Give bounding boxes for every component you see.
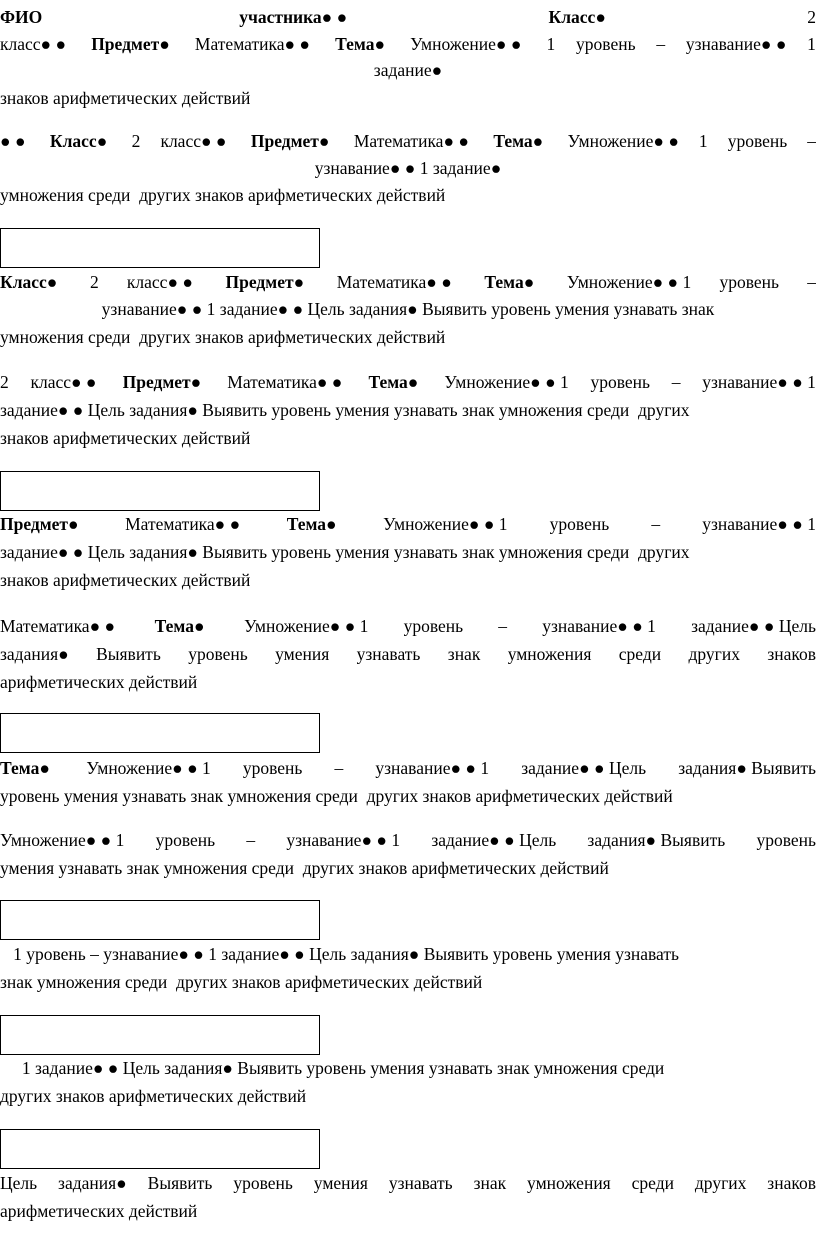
text-segment: арифметических действий xyxy=(0,672,198,692)
text-segment: знак xyxy=(473,1173,507,1193)
field-label: Тема● xyxy=(286,514,337,534)
text-segment: уровень xyxy=(155,830,216,850)
text-segment: арифметических действий xyxy=(0,1201,198,1221)
text-segment: задание● xyxy=(373,60,443,80)
text-segment: уровень xyxy=(188,644,248,664)
text-segment: знаков арифметических действий xyxy=(0,88,251,108)
text-segment: 2 xyxy=(802,7,816,27)
text-segment: умения xyxy=(313,1173,368,1193)
text-segment: Умножение● ● xyxy=(563,131,679,151)
text-segment: уровень xyxy=(549,514,610,534)
text-segment: умножения среди других знаков арифметических действий xyxy=(0,185,446,205)
text-segment: уровень умения узнавать знак умножения среди других знаков арифметических действий xyxy=(0,786,673,806)
text-line xyxy=(0,785,816,807)
text-line xyxy=(0,427,816,449)
text-line xyxy=(0,829,816,851)
text-segment: уровень xyxy=(576,34,636,54)
text-segment: задание● ● Цель xyxy=(691,616,816,636)
field-label: участника● ● xyxy=(239,7,352,27)
text-segment: знаков xyxy=(767,1173,816,1193)
text-line xyxy=(0,943,816,965)
field-label: Класс● xyxy=(548,7,606,27)
text-line xyxy=(0,6,816,28)
text-segment: задание● ● Цель xyxy=(521,758,647,778)
text-segment: 1 уровень – узнавание● ● 1 задание● ● Цель задания● Выявить уровень умения узнавать xyxy=(0,944,679,964)
text-line xyxy=(0,87,816,109)
text-line xyxy=(0,541,816,563)
answer-box[interactable] xyxy=(0,1129,320,1169)
text-line xyxy=(0,513,816,535)
text-segment: умения xyxy=(275,644,330,664)
field-label: Предмет● xyxy=(122,372,202,392)
text-segment: умения узнавать знак умножения среди других знаков арифметических действий xyxy=(0,858,609,878)
field-label: Тема● xyxy=(484,272,535,292)
text-segment: других xyxy=(688,644,740,664)
text-segment: задания● xyxy=(58,1173,127,1193)
text-line xyxy=(0,130,816,152)
text-segment: уровень xyxy=(403,616,464,636)
text-line xyxy=(0,643,816,665)
text-segment: 1 xyxy=(807,34,816,54)
text-segment: задания● Выявить xyxy=(678,758,816,778)
text-line xyxy=(0,157,816,179)
text-segment: Выявить xyxy=(147,1173,213,1193)
text-segment: Выявить xyxy=(96,644,161,664)
text-segment: узнавание● ● 1 xyxy=(702,372,816,392)
field-label: Класс● xyxy=(49,131,108,151)
text-segment: уровень xyxy=(590,372,651,392)
text-segment: задания● xyxy=(0,644,69,664)
text-line xyxy=(0,1085,816,1107)
text-line xyxy=(0,33,816,55)
text-line xyxy=(0,971,816,993)
field-label: Предмет● xyxy=(225,272,305,292)
text-segment: Умножение● ● xyxy=(405,34,526,54)
text-segment: знаков арифметических действий xyxy=(0,428,251,448)
text-segment: узнавание● ● 1 xyxy=(542,616,656,636)
field-label: Предмет● xyxy=(91,34,170,54)
text-line xyxy=(0,615,816,637)
text-line xyxy=(0,326,816,348)
text-segment: среди xyxy=(631,1173,674,1193)
text-segment: узнавание● ● xyxy=(685,34,787,54)
field-label: Тема● xyxy=(493,131,544,151)
text-segment: Умножение● ● 1 xyxy=(440,372,569,392)
text-segment: умножения среди других знаков арифметических действий xyxy=(0,327,446,347)
field-label: Тема● xyxy=(335,34,386,54)
field-label: Предмет● xyxy=(250,131,330,151)
answer-box[interactable] xyxy=(0,471,320,511)
text-segment: знаков xyxy=(767,644,816,664)
text-line xyxy=(0,298,816,320)
answer-box[interactable] xyxy=(0,1015,320,1055)
text-segment: 1 задание● ● Цель задания● Выявить уровень умения узнавать знак умножения среди xyxy=(0,1058,665,1078)
field-label: Тема● xyxy=(0,758,50,778)
text-segment: узнавать xyxy=(388,1173,453,1193)
text-segment: уровень xyxy=(242,758,303,778)
answer-box[interactable] xyxy=(0,228,320,268)
text-line xyxy=(0,59,816,81)
text-line xyxy=(0,1057,816,1079)
text-segment: 1 xyxy=(546,34,556,54)
field-label: Класс● xyxy=(0,272,58,292)
text-segment: задания● Выявить xyxy=(587,830,726,850)
text-segment: узнавание● ● 1 задание● ● Цель задания● Выявить уровень умения узнавать знак xyxy=(101,299,715,319)
text-line xyxy=(0,1172,816,1194)
field-label: Тема● xyxy=(154,616,205,636)
text-segment: умножения xyxy=(507,644,592,664)
text-segment: узнавание● ● 1 xyxy=(286,830,401,850)
text-segment: Умножение● ● 1 xyxy=(378,514,508,534)
text-segment: других xyxy=(694,1173,747,1193)
text-segment: Умножение● ● 1 xyxy=(239,616,369,636)
text-segment: 2 xyxy=(0,372,9,392)
text-segment: знак xyxy=(447,644,481,664)
text-segment: 2 xyxy=(85,272,99,292)
text-segment: – xyxy=(807,131,816,151)
text-segment: Математика● ● xyxy=(0,616,120,636)
text-line xyxy=(0,569,816,591)
text-segment: знаков арифметических действий xyxy=(0,570,251,590)
text-line xyxy=(0,857,816,879)
text-segment: 1 xyxy=(698,131,708,151)
text-segment: – xyxy=(656,34,666,54)
text-segment: Математика● ● xyxy=(222,372,347,392)
text-segment: среди xyxy=(618,644,662,664)
text-segment: класс● ● xyxy=(0,34,71,54)
text-segment: уровень xyxy=(727,131,788,151)
answer-box[interactable] xyxy=(0,713,320,753)
field-label: Предмет● xyxy=(0,514,79,534)
text-segment: задание● ● Цель xyxy=(431,830,557,850)
answer-box[interactable] xyxy=(0,900,320,940)
text-segment: класс● ● xyxy=(30,372,101,392)
text-line xyxy=(0,757,816,779)
text-line xyxy=(0,184,816,206)
text-segment: знак умножения среди других знаков арифметических действий xyxy=(0,972,483,992)
text-segment: умножения xyxy=(527,1173,611,1193)
text-line xyxy=(0,1200,816,1222)
text-segment: Умножение● ● 1 xyxy=(562,272,692,292)
text-segment: Математика● ● xyxy=(120,514,245,534)
text-segment: ● ● xyxy=(0,131,30,151)
text-segment: узнавание● ● 1 xyxy=(702,514,816,534)
text-segment: узнавание● ● 1 xyxy=(375,758,490,778)
text-segment: задание● ● Цель задания● Выявить уровень умения узнавать знак умножения среди других xyxy=(0,542,690,562)
text-segment: – xyxy=(807,272,816,292)
text-segment: – xyxy=(334,758,344,778)
text-segment: 2 xyxy=(127,131,141,151)
text-segment: уровень xyxy=(756,830,816,850)
text-segment: – xyxy=(651,514,661,534)
field-label: Тема● xyxy=(368,372,419,392)
text-segment: задание● ● Цель задания● Выявить уровень умения узнавать знак умножения среди других xyxy=(0,400,690,420)
text-segment: – xyxy=(671,372,681,392)
field-label: ФИО xyxy=(0,7,43,27)
text-segment: – xyxy=(498,616,508,636)
text-segment: Математика● ● xyxy=(332,272,457,292)
text-segment: узнавать xyxy=(356,644,421,664)
text-segment: класс● ● xyxy=(126,272,198,292)
text-line xyxy=(0,371,816,393)
text-segment: узнавание● ● 1 задание● xyxy=(314,158,502,178)
text-segment: уровень xyxy=(233,1173,293,1193)
text-segment: уровень xyxy=(719,272,779,292)
text-line xyxy=(0,671,816,693)
text-segment: других знаков арифметических действий xyxy=(0,1086,307,1106)
text-segment: Умножение● ● 1 xyxy=(0,830,125,850)
text-line xyxy=(0,399,816,421)
text-segment: класс● ● xyxy=(160,131,231,151)
text-segment: Математика● ● xyxy=(190,34,315,54)
text-segment: Умножение● ● 1 xyxy=(82,758,211,778)
text-segment: – xyxy=(246,830,256,850)
text-segment: Математика● ● xyxy=(349,131,474,151)
text-line xyxy=(0,271,816,293)
text-segment: Цель xyxy=(0,1173,38,1193)
